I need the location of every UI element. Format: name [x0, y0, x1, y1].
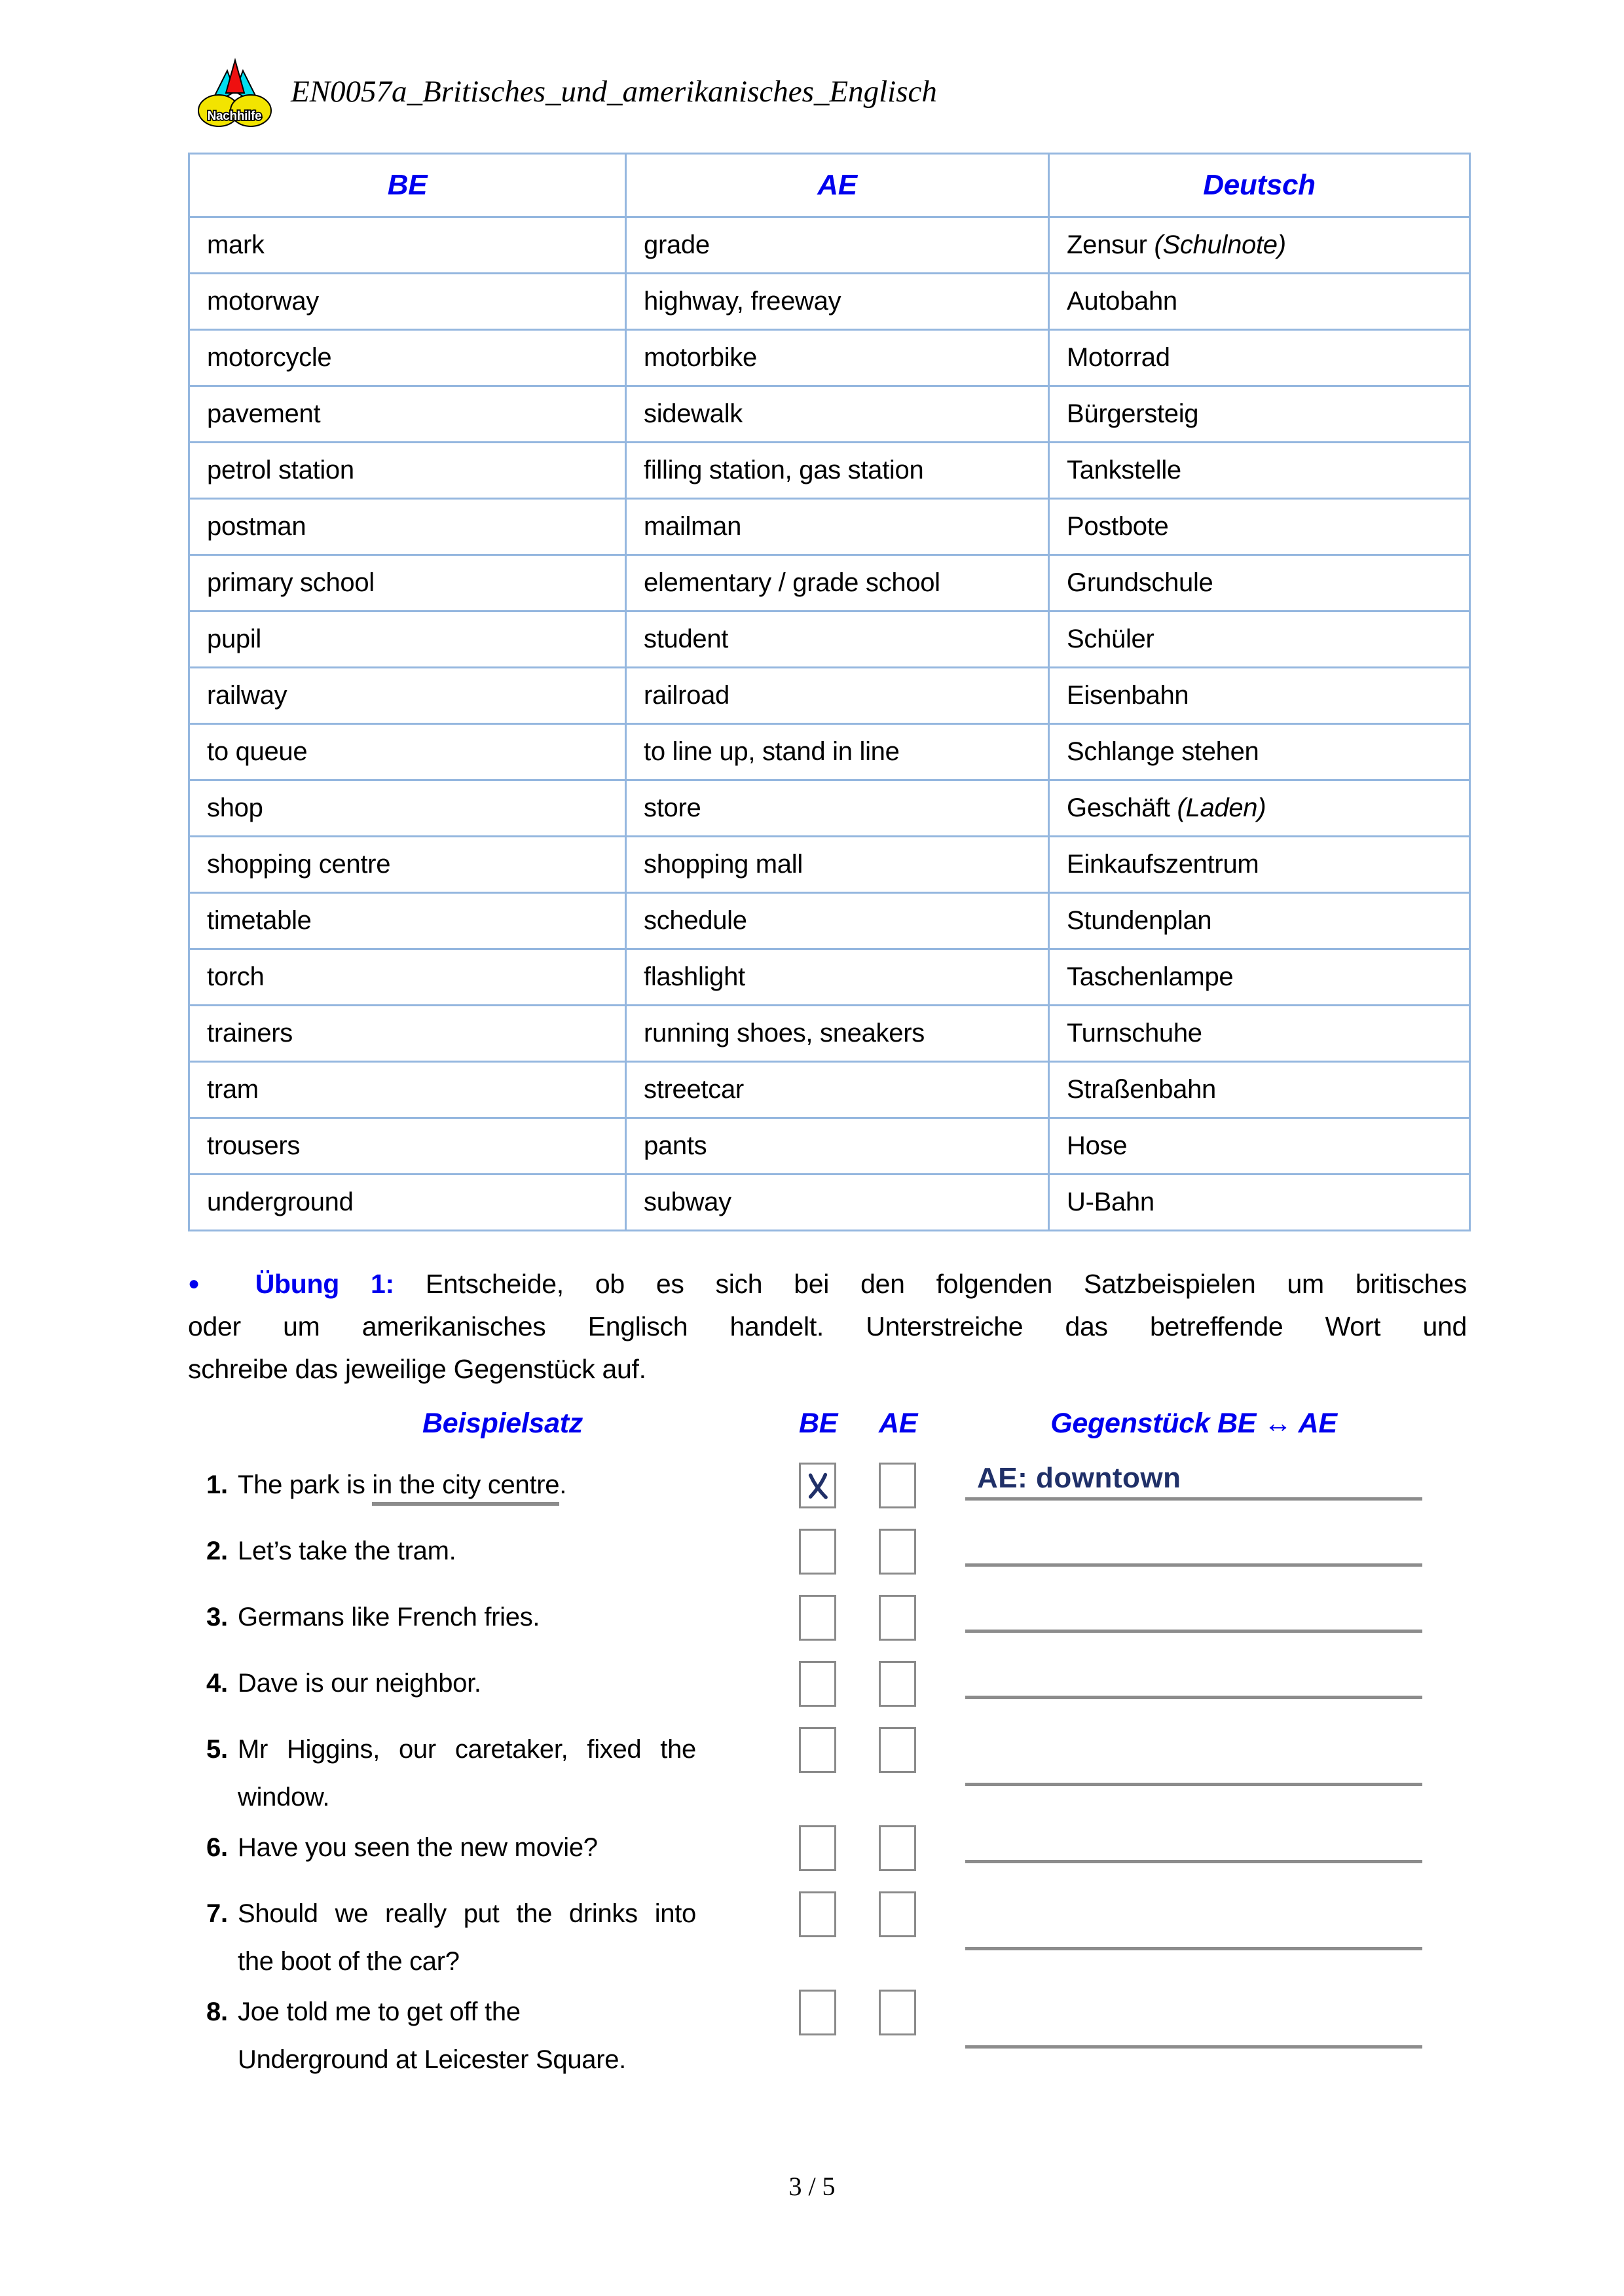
ae-term: grade [626, 217, 1049, 274]
item-number: 5. [206, 1735, 228, 1764]
de-term: Stundenplan [1067, 906, 1212, 935]
vocab-row [189, 668, 1470, 724]
exercise-item [188, 1988, 1467, 2086]
be-term: tram [189, 1062, 626, 1118]
exercise-items [188, 1461, 1467, 2086]
exercise-item [188, 1461, 1467, 1527]
de-term: U-Bahn [1067, 1188, 1154, 1216]
col-header-gegenstueck: Gegenstück BE ↔ AE [1050, 1408, 1337, 1439]
ae-term: shopping mall [626, 837, 1049, 893]
de-term: Zensur [1067, 230, 1147, 259]
be-checkbox[interactable] [799, 1463, 836, 1508]
instructions-line-2: oder um amerikanisches Englisch handelt. Unterstreiche das betreffende Wort und [188, 1311, 1467, 1341]
vocab-row [189, 780, 1470, 837]
item-number: 8. [206, 1997, 228, 2026]
vocab-row [189, 1175, 1470, 1231]
ae-term: railroad [626, 668, 1049, 724]
be-term: mark [189, 217, 626, 274]
sentence-line: the boot of the car? [238, 1947, 460, 1976]
sentence-line: Have you seen the new movie? [238, 1833, 598, 1862]
item-number: 7. [206, 1899, 228, 1928]
de-term: Tankstelle [1067, 456, 1181, 484]
page-footer [0, 2171, 1624, 2202]
be-term: trousers [189, 1118, 626, 1175]
vocab-table [188, 153, 1471, 1231]
vocab-row [189, 1006, 1470, 1062]
x-mark-icon [805, 1467, 831, 1504]
de-term: Straßenbahn [1067, 1075, 1216, 1104]
sentence-line: Germans like French fries. [238, 1603, 540, 1631]
vocab-row [189, 1118, 1470, 1175]
ae-checkbox[interactable] [879, 1661, 916, 1707]
answer-line[interactable] [965, 1530, 1422, 1567]
ae-checkbox[interactable] [879, 1463, 916, 1508]
sentence-line: Underground at Leicester Square. [238, 2045, 626, 2074]
de-term: Schüler [1067, 625, 1154, 653]
ae-term: flashlight [626, 949, 1049, 1006]
exercise-item [188, 1890, 1467, 1988]
ae-checkbox[interactable] [879, 1990, 916, 2035]
vocab-row [189, 724, 1470, 780]
col-header-ae: AE [626, 154, 1049, 217]
de-term: Autobahn [1067, 287, 1177, 316]
ae-term: motorbike [626, 330, 1049, 386]
ae-checkbox[interactable] [879, 1825, 916, 1871]
answer-line[interactable] [965, 1662, 1422, 1699]
col-header-be: BE [189, 154, 626, 217]
sentence-line: Mr Higgins, our caretaker, fixed the [238, 1735, 696, 1764]
col-header-be-checkbox: BE [799, 1408, 838, 1439]
col-header-ae-checkbox: AE [879, 1408, 918, 1439]
de-term: Motorrad [1067, 343, 1170, 372]
be-term: trainers [189, 1006, 626, 1062]
item-sentence [238, 1824, 696, 1872]
be-term: petrol station [189, 443, 626, 499]
exercise-column-headers [188, 1408, 1467, 1440]
vocab-row [189, 499, 1470, 555]
item-sentence [238, 1660, 696, 1707]
item-sentence [238, 1726, 696, 1821]
page-title: EN0057a_Britisches_und_amerikanisches_Englisch [291, 75, 937, 109]
vocab-row [189, 443, 1470, 499]
exercise-label: Übung 1: [255, 1269, 394, 1299]
de-term: Postbote [1067, 512, 1169, 541]
ae-term: subway [626, 1175, 1049, 1231]
be-term: underground [189, 1175, 626, 1231]
de-term: Taschenlampe [1067, 962, 1234, 991]
exercise-instructions [188, 1262, 1467, 1391]
de-term: Geschäft [1067, 793, 1170, 822]
de-term: Turnschuhe [1067, 1019, 1202, 1048]
be-term: primary school [189, 555, 626, 611]
be-term: pupil [189, 611, 626, 668]
ae-term: sidewalk [626, 386, 1049, 443]
answer-line[interactable] [965, 2012, 1422, 2049]
ae-term: student [626, 611, 1049, 668]
item-number: 2. [206, 1537, 228, 1565]
sentence-line: Dave is our neighbor. [238, 1669, 481, 1698]
de-term: Eisenbahn [1067, 681, 1189, 710]
be-term: postman [189, 499, 626, 555]
col-header-beispielsatz: Beispielsatz [422, 1408, 583, 1439]
item-sentence [238, 1461, 696, 1509]
bullet-icon: ● [188, 1273, 224, 1294]
vocab-header-row [189, 154, 1470, 217]
sentence-line: Let’s take the tram. [238, 1537, 456, 1565]
vocab-row [189, 330, 1470, 386]
item-sentence [238, 1594, 696, 1641]
ae-term: to line up, stand in line [626, 724, 1049, 780]
item-number: 4. [206, 1669, 228, 1698]
de-term: Schlange stehen [1067, 737, 1259, 766]
be-checkbox[interactable] [799, 1891, 836, 1937]
vocab-row [189, 1062, 1470, 1118]
vocab-row [189, 217, 1470, 274]
be-term: pavement [189, 386, 626, 443]
vocab-row [189, 274, 1470, 330]
exercise-item [188, 1527, 1467, 1594]
page-number: 3 / 5 [788, 2172, 836, 2201]
vocab-row [189, 611, 1470, 668]
exercise-item [188, 1824, 1467, 1890]
ae-checkbox[interactable] [879, 1595, 916, 1641]
item-number: 1. [206, 1470, 228, 1499]
be-checkbox[interactable] [799, 1825, 836, 1871]
ae-checkbox[interactable] [879, 1727, 916, 1773]
exercise-item [188, 1660, 1467, 1726]
vocab-table-body [189, 217, 1470, 1231]
ae-term: mailman [626, 499, 1049, 555]
de-note: (Schulnote) [1147, 230, 1286, 259]
de-note: (Laden) [1170, 793, 1266, 822]
sentence-line: Should we really put the drinks into [238, 1899, 696, 1928]
sentence-line: window. [238, 1783, 330, 1812]
instructions-line-3: schreibe das jeweilige Gegenstück auf. [188, 1354, 646, 1384]
ae-checkbox[interactable] [879, 1529, 916, 1575]
be-checkbox[interactable] [799, 1990, 836, 2035]
ae-term: store [626, 780, 1049, 837]
item-sentence [238, 1527, 696, 1575]
ae-term: streetcar [626, 1062, 1049, 1118]
ae-term: elementary / grade school [626, 555, 1049, 611]
be-term: railway [189, 668, 626, 724]
logo-text: Nachhilfe [207, 109, 262, 123]
answer-line[interactable] [965, 1749, 1422, 1786]
vocab-row [189, 837, 1470, 893]
be-checkbox[interactable] [799, 1595, 836, 1641]
sentence-line: Joe told me to get off the [238, 1997, 521, 2026]
answer-line[interactable] [965, 1596, 1422, 1633]
instructions-text-1: Entscheide, ob es sich bei den folgenden Satzbeispielen um britisches [425, 1269, 1467, 1299]
exercise-item [188, 1594, 1467, 1660]
ae-term: filling station, gas station [626, 443, 1049, 499]
item-sentence [238, 1890, 696, 1986]
be-term: to queue [189, 724, 626, 780]
vocab-row [189, 386, 1470, 443]
de-term: Grundschule [1067, 568, 1213, 597]
instructions-line-1 [188, 1262, 1467, 1305]
page-header [195, 56, 937, 127]
be-term: torch [189, 949, 626, 1006]
ae-term: running shoes, sneakers [626, 1006, 1049, 1062]
ae-checkbox[interactable] [879, 1891, 916, 1937]
vocab-row [189, 949, 1470, 1006]
ae-term: pants [626, 1118, 1049, 1175]
ae-term: schedule [626, 893, 1049, 949]
be-term: motorcycle [189, 330, 626, 386]
de-term: Hose [1067, 1131, 1128, 1160]
be-term: timetable [189, 893, 626, 949]
item-number: 3. [206, 1603, 228, 1631]
item-sentence [238, 1988, 696, 2084]
col-header-deutsch: Deutsch [1049, 154, 1470, 217]
underlined-word: in the city centre [372, 1470, 559, 1506]
answer-line[interactable] [965, 1464, 1422, 1501]
be-term: shopping centre [189, 837, 626, 893]
answer-line[interactable] [965, 1827, 1422, 1863]
answer-line[interactable] [965, 1914, 1422, 1950]
vocab-row [189, 555, 1470, 611]
de-term: Einkaufszentrum [1067, 850, 1259, 879]
de-term: Bürgersteig [1067, 399, 1199, 428]
be-checkbox[interactable] [799, 1529, 836, 1575]
exercise-item [188, 1726, 1467, 1824]
be-checkbox[interactable] [799, 1727, 836, 1773]
nachhilfe-logo-icon [195, 56, 274, 127]
answer-text: AE: downtown [977, 1462, 1181, 1494]
be-checkbox[interactable] [799, 1661, 836, 1707]
be-term: motorway [189, 274, 626, 330]
sentence-line: The park is in the city centre. [238, 1461, 696, 1509]
vocab-row [189, 893, 1470, 949]
ae-term: highway, freeway [626, 274, 1049, 330]
be-term: shop [189, 780, 626, 837]
item-number: 6. [206, 1833, 228, 1862]
